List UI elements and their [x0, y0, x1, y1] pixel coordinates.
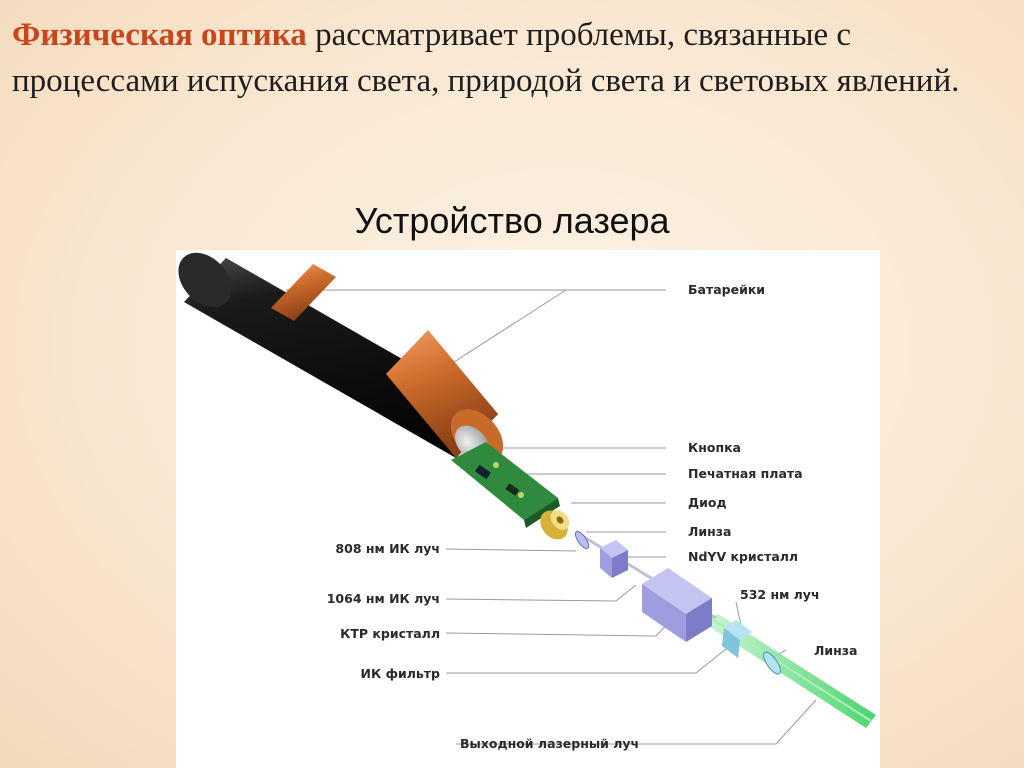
label-batteries: Батарейки	[688, 282, 766, 297]
figure-caption: Устройство лазера	[354, 200, 670, 241]
label-diode: Диод	[688, 495, 727, 510]
label-532nm-beam: 532 нм луч	[740, 587, 820, 602]
laser-illustration	[176, 250, 880, 768]
intro-text	[12, 12, 1012, 104]
label-ir-filter: ИК фильтр	[360, 666, 440, 681]
label-ktp-crystal: КТР кристалл	[340, 626, 440, 641]
label-ndyv-crystal: NdYV кристалл	[688, 549, 799, 564]
label-lens-2: Линза	[814, 643, 858, 658]
label-lens-1: Линза	[688, 524, 732, 539]
label-808nm-beam: 808 нм ИК луч	[335, 541, 440, 556]
battery-tube	[176, 250, 514, 473]
label-button: Кнопка	[688, 440, 741, 455]
label-output-beam: Выходной лазерный луч	[460, 736, 640, 751]
label-1064nm-beam: 1064 нм ИК луч	[326, 591, 440, 606]
label-board: Печатная плата	[688, 466, 803, 481]
ktp-crystal	[642, 568, 712, 642]
intro-term: Физическая оптика	[12, 17, 307, 53]
ndyv-crystal	[600, 540, 628, 578]
laser-diagram	[176, 250, 880, 768]
intro-rest: рассматривает проблемы, связанные с процессами испускания света, природой света и световых явлений.	[12, 17, 960, 99]
